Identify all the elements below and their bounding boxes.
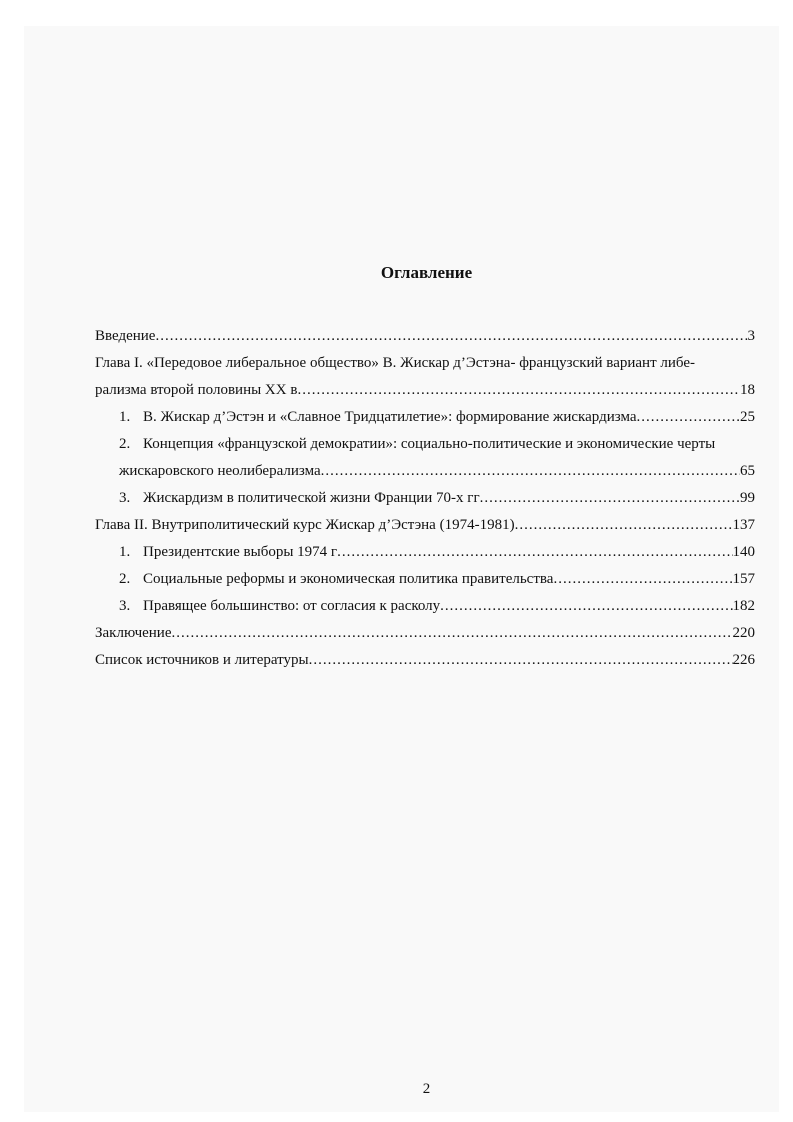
toc-item-number: 3. xyxy=(119,598,131,614)
toc-entry-label: В. Жискар д’Эстэн и «Славное Тридцатилетие»: формирование жискардизма xyxy=(143,409,637,425)
toc-entry-chapter1-item2-line1[interactable] xyxy=(95,431,755,458)
page-number: 2 xyxy=(422,1081,431,1097)
toc-entry-sources[interactable] xyxy=(95,647,755,674)
toc-entry-chapter2[interactable] xyxy=(95,512,755,539)
leader-dots xyxy=(309,647,733,674)
leader-dots xyxy=(155,323,747,350)
toc-page-number: 65 xyxy=(740,463,755,479)
leader-dots xyxy=(480,485,740,512)
toc-entry-chapter1-item2-line2[interactable] xyxy=(95,458,755,485)
toc-page-number: 3 xyxy=(747,328,755,344)
toc-entry-label: Заключение xyxy=(95,625,172,641)
toc-page-number: 137 xyxy=(732,517,755,533)
toc-entry-label: Жискардизм в политической жизни Франции 70-х гг xyxy=(143,490,480,506)
leader-dots xyxy=(440,593,732,620)
toc-page-number: 220 xyxy=(732,625,755,641)
toc-page-number: 140 xyxy=(732,544,755,560)
toc-entry-label: Президентские выборы 1974 г xyxy=(143,544,338,560)
toc-title: Оглавление xyxy=(380,263,473,282)
leader-dots xyxy=(337,539,732,566)
toc-entry-label: жискаровского неолиберализма xyxy=(119,463,321,479)
table-of-contents xyxy=(95,323,755,674)
toc-entry-conclusion[interactable] xyxy=(95,620,755,647)
toc-item-number: 3. xyxy=(119,490,131,506)
toc-page-number: 226 xyxy=(732,652,755,668)
toc-item-number: 1. xyxy=(119,544,131,560)
leader-dots xyxy=(297,377,740,404)
toc-entry-label: рализма второй половины XX в xyxy=(95,382,298,398)
toc-page-number: 25 xyxy=(740,409,755,425)
toc-entry-label: Концепция «французской демократии»: социально-политические и экономические черты xyxy=(143,436,716,452)
toc-entry-chapter1-line2[interactable] xyxy=(95,377,755,404)
toc-page-number: 182 xyxy=(732,598,755,614)
toc-entry-label: Правящее большинство: от согласия к расколу xyxy=(143,598,441,614)
leader-dots xyxy=(515,512,733,539)
toc-page-number: 18 xyxy=(740,382,755,398)
toc-entry-label: Глава II. Внутриполитический курс Жискар д’Эстэна (1974-1981) xyxy=(95,517,515,533)
toc-item-number: 2. xyxy=(119,571,131,587)
toc-item-number: 2. xyxy=(119,436,131,452)
toc-entry-label: Глава I. «Передовое либеральное общество» В. Жискар д’Эстэна- французский вариант либе- xyxy=(95,355,695,371)
toc-entry-label: Введение xyxy=(95,328,156,344)
toc-item-number: 1. xyxy=(119,409,131,425)
leader-dots xyxy=(553,566,732,593)
toc-entry-chapter2-item3[interactable] xyxy=(95,593,755,620)
toc-entry-chapter2-item2[interactable] xyxy=(95,566,755,593)
leader-dots xyxy=(637,404,741,431)
toc-entry-chapter1-item3[interactable] xyxy=(95,485,755,512)
toc-entry-label: Социальные реформы и экономическая политика правительства xyxy=(143,571,554,587)
leader-dots xyxy=(321,458,740,485)
toc-entry-chapter1-item1[interactable] xyxy=(95,404,755,431)
toc-entry-chapter1-line1[interactable] xyxy=(95,350,755,377)
toc-entry-intro[interactable] xyxy=(95,323,755,350)
toc-entry-label: Список источников и литературы xyxy=(95,652,309,668)
toc-page-number: 99 xyxy=(740,490,755,506)
leader-dots xyxy=(172,620,733,647)
toc-page-number: 157 xyxy=(732,571,755,587)
toc-entry-chapter2-item1[interactable] xyxy=(95,539,755,566)
